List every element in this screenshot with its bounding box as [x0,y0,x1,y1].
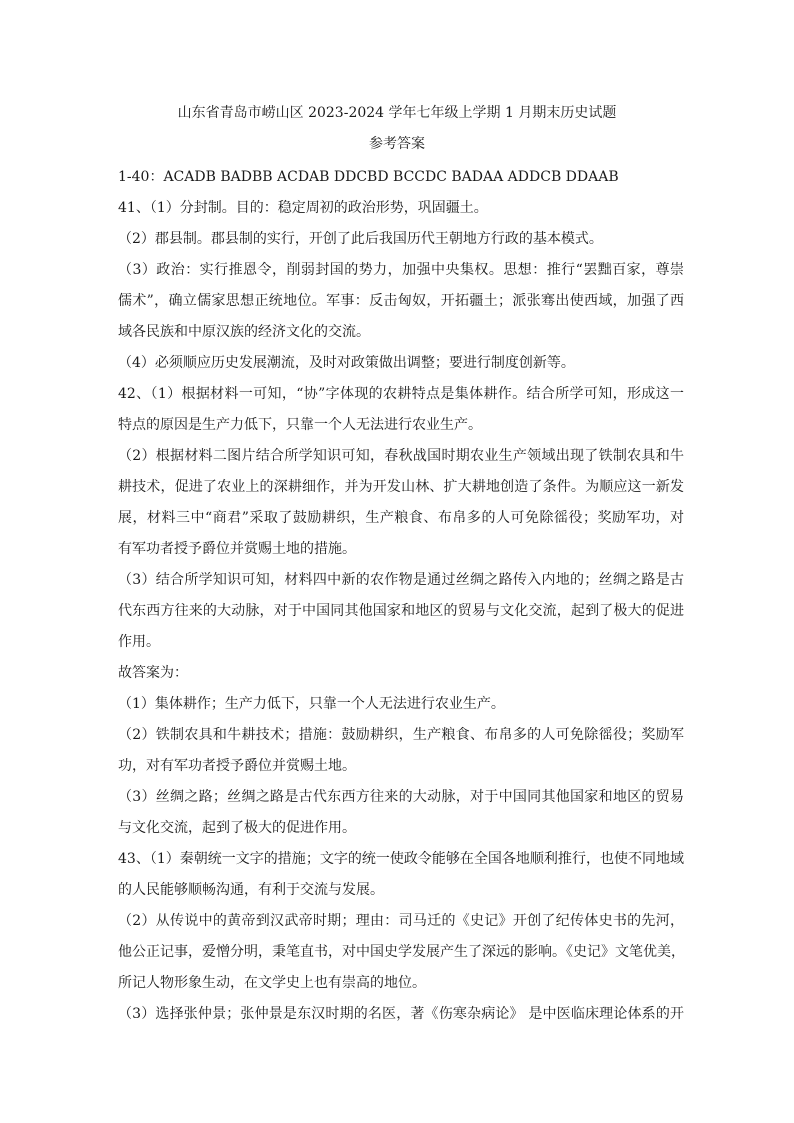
text-line: 耕技术，促进了农业上的深耕细作，并为开发山林、扩大耕地创造了条件。为顺应这一新发 [118,479,684,495]
answer-key-line: 1-40：ACADB BADBB ACDAB DDCBD BCCDC BADAA ADDCB DDAAB [118,169,619,185]
text-line: 域各民族和中原汉族的经济文化的交流。 [118,324,370,340]
text-line: （2）铁制农具和牛耕技术；措施：鼓励耕织，生产粮食、布帛多的人可免除徭役；奖励军 [118,727,684,743]
text-line: 与文化交流，起到了极大的促进作用。 [118,820,356,836]
text-line: 他公正记事，爱憎分明，秉笔直书，对中国史学发展产生了深远的影响。《史记》文笔优美， [118,944,685,960]
text-line: （3）丝绸之路；丝绸之路是古代东西方往来的大动脉，对于中国同其他国家和地区的贸易 [118,789,684,805]
text-line: （2）从传说中的黄帝到汉武帝时期；理由：司马迁的《史记》开创了纪传体史书的先河， [118,913,684,929]
text-line: 展，材料三中“商君”采取了鼓励耕织，生产粮食、布帛多的人可免除徭役；奖励军功，对 [118,510,684,526]
document-title: 山东省青岛市崂山区 2023-2024 学年七年级上学期 1 月期末历史试题 [177,105,617,121]
text-line: （2）根据材料二图片结合所学知识可知，春秋战国时期农业生产领域出现了铁制农具和牛 [118,448,684,464]
text-line: （3）政治：实行推恩令，削弱封国的势力，加强中央集权。思想：推行“罢黜百家，尊崇 [118,262,684,278]
text-line: 作用。 [118,634,160,650]
text-line: 故答案为： [118,665,188,681]
text-line: 42、（1）根据材料一可知，“协”字体现的农耕特点是集体耕作。结合所学可知，形成这一 [118,386,684,402]
text-line: 41、（1）分封制。目的：稳定周初的政治形势，巩固疆土。 [118,200,488,216]
text-line: 儒术”，确立儒家思想正统地位。军事：反击匈奴，开拓疆土；派张骞出使西域，加强了西 [118,293,684,309]
text-line: （4）必须顺应历史发展潮流，及时对政策做出调整；要进行制度创新等。 [118,355,575,371]
text-line: 功，对有军功者授予爵位并赏赐土地。 [118,758,356,774]
document-subtitle: 参考答案 [369,136,425,152]
text-line: 有军功者授予爵位并赏赐土地的措施。 [118,541,356,557]
text-line: 43、（1）秦朝统一文字的措施；文字的统一使政令能够在全国各地顺利推行，也使不同地域 [118,851,684,867]
text-line: （3）选择张仲景；张仲景是东汉时期的名医，著《伤寒杂病论》 是中医临床理论体系的开 [118,1006,684,1022]
text-line: 所记人物形象生动，在文学史上也有崇高的地位。 [118,975,426,991]
text-line: 的人民能够顺畅沟通，有利于交流与发展。 [118,882,384,898]
answer-body [118,162,684,1030]
text-line: （1）集体耕作；生产力低下，只靠一个人无法进行农业生产。 [118,696,505,712]
text-line: 代东西方往来的大动脉，对于中国同其他国家和地区的贸易与文化交流，起到了极大的促进 [118,603,684,619]
text-line: 特点的原因是生产力低下，只靠一个人无法进行农业生产。 [118,417,482,433]
text-line: （2）郡县制。郡县制的实行，开创了此后我国历代王朝地方行政的基本模式。 [118,231,603,247]
text-line: （3）结合所学知识可知，材料四中新的农作物是通过丝绸之路传入内地的；丝绸之路是古 [118,572,684,588]
